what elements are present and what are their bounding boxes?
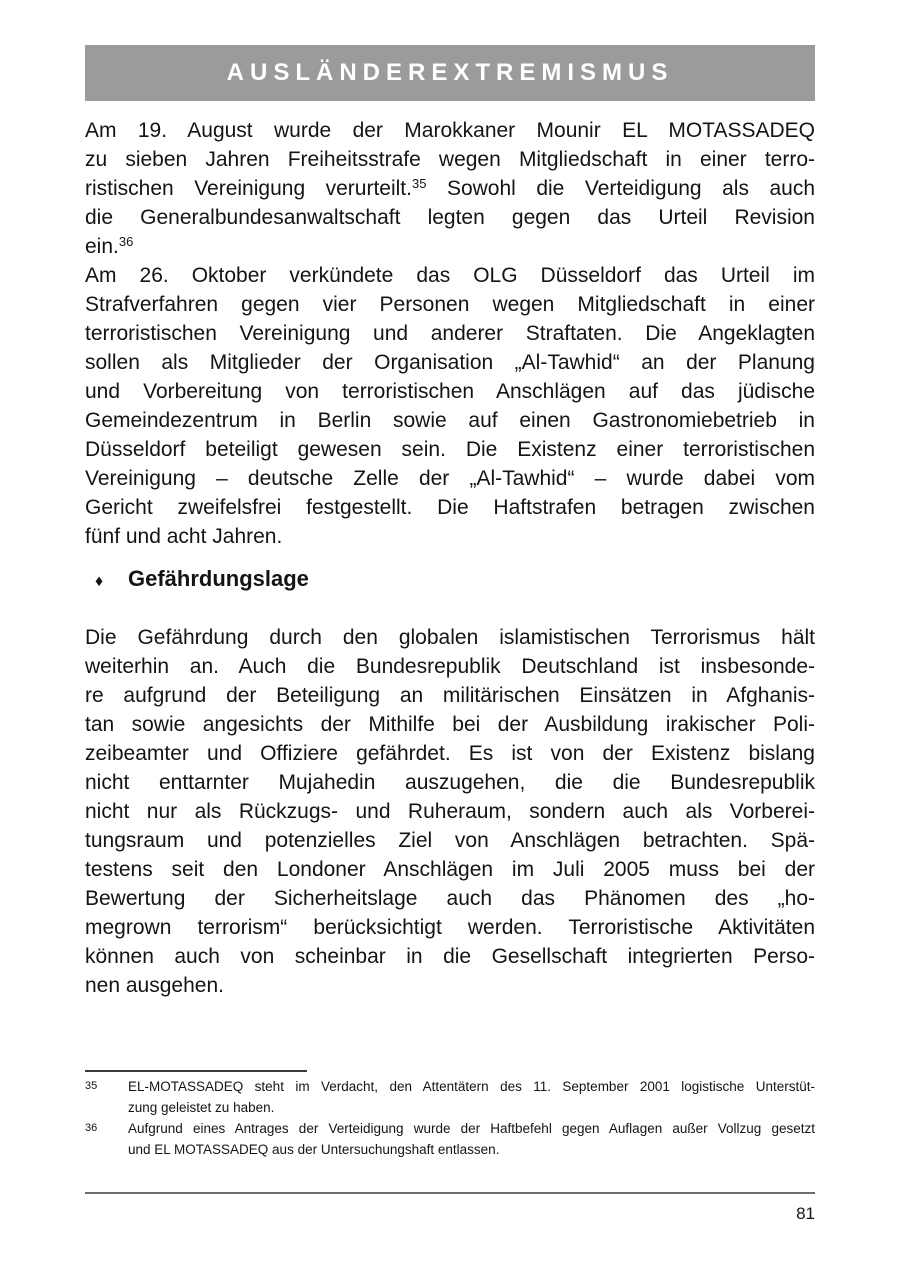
footnote-line: Aufgrund eines Antrages der Verteidigung wurde der Haftbefehl gegen Auflagen außer Vollzug gesetzt <box>128 1121 815 1136</box>
footnote-separator-rule <box>85 1070 307 1072</box>
footnote-reference-35: 35 <box>411 176 427 191</box>
body-line-text: Sowohl die Verteidigung als auch <box>426 177 815 200</box>
footer-rule <box>85 1192 815 1194</box>
footnote-36 <box>85 1118 815 1160</box>
body-line-text: ein. <box>85 235 119 258</box>
footnote-number: 36 <box>85 1122 98 1134</box>
body-line: zu sieben Jahren Freiheitsstrafe wegen Mitgliedschaft in einer terro- <box>85 148 815 171</box>
body-line: nicht nur als Rückzugs- und Ruheraum, sondern auch als Vorberei- <box>85 800 815 823</box>
footnote-line: EL-MOTASSADEQ steht im Verdacht, den Attentätern des 11. September 2001 logistische Unterstüt- <box>128 1079 815 1094</box>
footnote-text <box>128 1118 815 1160</box>
body-line: Am 19. August wurde der Marokkaner Mounir EL MOTASSADEQ <box>85 119 815 142</box>
body-line: terroristischen Vereinigung und anderer Straftaten. Die Angeklagten <box>85 322 815 345</box>
footnote-line: und EL MOTASSADEQ aus der Untersuchungshaft entlassen. <box>128 1142 500 1157</box>
body-line: Bewertung der Sicherheitslage auch das Phänomen des „ho- <box>85 887 815 910</box>
paragraph-1 <box>85 116 815 261</box>
footnote-reference-36: 36 <box>118 234 134 249</box>
body-line: können auch von scheinbar in die Gesellschaft integrierten Perso- <box>85 945 815 968</box>
body-line: re aufgrund der Beteiligung an militärischen Einsätzen in Afghanis- <box>85 684 815 707</box>
page-number: 81 <box>796 1204 815 1223</box>
footnote-35 <box>85 1076 815 1118</box>
body-line: fünf und acht Jahren. <box>85 525 283 548</box>
footnote-number: 35 <box>85 1080 98 1092</box>
body-line-text: ristischen Vereinigung verurteilt. <box>85 177 412 200</box>
body-line: megrown terrorism“ berücksichtigt werden. Terroristische Aktivitäten <box>85 916 815 939</box>
section-heading <box>85 564 815 596</box>
body-line: Gemeindezentrum in Berlin sowie auf einen Gastronomiebetrieb in <box>85 409 815 432</box>
body-line: sollen als Mitglieder der Organisation „Al-Tawhid“ an der Planung <box>85 351 815 374</box>
section-header-banner: AUSLÄNDEREXTREMISMUS <box>85 45 815 101</box>
body-line: nen ausgehen. <box>85 974 224 997</box>
body-line: tungsraum und potenzielles Ziel von Anschlägen betrachten. Spä- <box>85 829 815 852</box>
section-heading-label: Gefährdungslage <box>128 566 309 591</box>
body-line: Vereinigung – deutsche Zelle der „Al-Tawhid“ – wurde dabei vom <box>85 467 815 490</box>
body-line: tan sowie angesichts der Mithilfe bei der Ausbildung irakischer Poli- <box>85 713 815 736</box>
footnote-line: zung geleistet zu haben. <box>128 1100 275 1115</box>
body-line: testens seit den Londoner Anschlägen im Juli 2005 muss bei der <box>85 858 815 881</box>
body-line: Die Gefährdung durch den globalen islamistischen Terrorismus hält <box>85 626 815 649</box>
body-line: Am 26. Oktober verkündete das OLG Düsseldorf das Urteil im <box>85 264 815 287</box>
body-line: zeibeamter und Offiziere gefährdet. Es ist von der Existenz bislang <box>85 742 815 765</box>
body-line: Strafverfahren gegen vier Personen wegen Mitgliedschaft in einer <box>85 293 815 316</box>
paragraph-2 <box>85 261 815 551</box>
paragraph-3 <box>85 623 815 1000</box>
body-line <box>85 174 815 203</box>
body-line: nicht enttarnter Mujahedin auszugehen, die die Bundesrepublik <box>85 771 815 794</box>
body-line: Düsseldorf beteiligt gewesen sein. Die Existenz einer terroristischen <box>85 438 815 461</box>
body-line: und Vorbereitung von terroristischen Anschlägen auf das jüdische <box>85 380 815 403</box>
footnotes <box>85 1076 815 1160</box>
body-line: die Generalbundesanwaltschaft legten gegen das Urteil Revision <box>85 206 815 229</box>
body-line: weiterhin an. Auch die Bundesrepublik Deutschland ist insbesonde- <box>85 655 815 678</box>
body-line <box>85 232 815 261</box>
diamond-bullet-icon: ♦ <box>95 573 104 590</box>
body-line: Gericht zweifelsfrei festgestellt. Die Haftstrafen betragen zwischen <box>85 496 815 519</box>
footnote-text <box>128 1076 815 1118</box>
